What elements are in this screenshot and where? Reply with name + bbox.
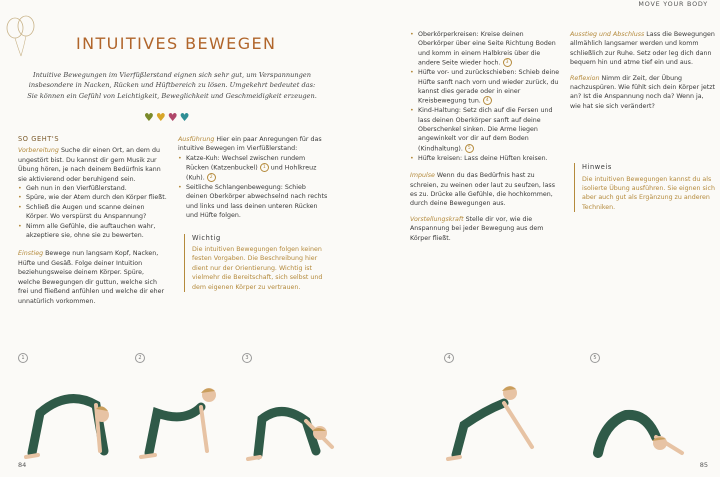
figure-number: 5 [590,353,600,363]
reflexion-label: Reflexion [570,74,600,82]
vorstellung-text: Stelle dir vor, wie die Anspannung bei jeder Bewegung aus dem Körper fließt. [410,215,544,242]
figure-3 [242,344,362,471]
column-left-2 [178,135,328,292]
einstieg-paragraph [18,249,168,305]
vorbereitung-label: Vorbereitung [18,147,59,155]
figure-ref: 2 [207,173,216,182]
figure-ref: 1 [260,163,269,172]
cat-pose-illustration [18,363,128,467]
page-number-left: 84 [18,461,27,469]
list-text: Kind-Haltung: Setz dich auf die Fersen und lass deinen Oberkörper sanft auf deine Oberschenkel sinken. Die Arme liegen angewinkelt vor dir auf dem Boden (Kindhaltung). [418,107,553,153]
figure-number: 1 [18,353,28,363]
heart-icon: ♥ [167,111,180,124]
list-item: • Geh nun in den Vierfüßlerstand. [18,184,168,193]
page-number-right: 85 [699,461,708,469]
einstieg-text: Bewege nun langsam Kopf, Nacken, Hüfte und Gesäß. Folge deiner Intuition beziehungsweise deinem Körper. Spüre, welche Bewegungen dir guttun, welche sich frei und fließend anfühlen und welche dir eher unnatürlich vorkommen. [18,250,165,305]
ausfuehrung-paragraph [178,135,328,154]
wichtig-heading: Wichtig [192,233,221,242]
list-item: • Seitliche Schlangenbewegung: Schieb deinen Oberkörper abwechselnd nach rechts und links und lass deinen unteren Rücken und Hüfte folgen. [178,183,328,221]
child-pose-illustration [590,363,700,467]
running-head: MOVE YOUR BODY [638,0,708,8]
list-item [410,68,560,106]
ausfuehrung-label: Ausführung [178,136,215,143]
column-left-1 [18,135,168,306]
hinweis-heading: Hinweis [582,163,612,172]
cow-pose-illustration [135,363,245,467]
figure-2 [135,344,245,471]
wichtig-text: Die intuitiven Bewegungen folgen keinen festen Vorgaben. Die Beschreibung hier dient nur der Orientierung. Wichtig ist vielmehr die Bereitschaft, sich selbst und dem eigenen Körper zu vertrauen. [192,246,323,291]
vorstellung-paragraph [410,215,560,243]
vorbereitung-paragraph [18,146,168,184]
figure-number: 4 [444,353,454,363]
impulse-label: Impulse [410,172,435,180]
list-item: • Schließ die Augen und scanne deinen Körper. Wo verspürst du Anspannung? [18,203,168,222]
column-right-1 [410,30,560,243]
figure-number: 2 [135,353,145,363]
vorstellung-label: Vorstellungskraft [410,215,464,223]
figure-5 [590,344,700,471]
ausstieg-label: Ausstieg und Abschluss [570,31,645,38]
balloon-logo-icon [4,14,38,58]
list-text: und Hohlkreuz (Kuh). [186,164,317,182]
list-text: Oberkörperkreisen: Kreise deinen Oberkörper über eine Seite Richtung Boden und komm in einem Halbkreis über die andere Seite wieder hoch. [418,31,556,67]
reflexion-paragraph [570,74,716,112]
impulse-text: Wenn du das Bedürfnis hast zu schreien, zu weinen oder laut zu seufzen, lass es zu. Drücke alle Gefühle, die hochkommen, durch deine Bewegungen aus. [410,172,555,208]
vorbereitung-text: Suche dir einen Ort, an dem du ungestört bist. Du kannst dir gern Musik zur Übung hören, je nach deinem Bedürfnis kann sie aktivierend oder beruhigend sein. [18,147,161,183]
heart-icon: ♥ [144,111,156,124]
heart-icon: ♥ [155,111,168,124]
figure-ref: 4 [483,96,492,105]
reflexion-text: Nimm dir Zeit, der Übung nachzuspüren. Wie fühlt sich dein Körper jetzt an? Ist die Anspannung noch da? Wenn ja, wie hat sie sich verändert? [570,74,716,110]
wichtig-box [184,234,328,292]
figure-ref: 3 [503,58,512,67]
figure-4 [444,344,554,471]
ausfuehrung-text: Hier ein paar Anregungen für das intuitive Bewegen im Vierfüßlerstand: [178,136,322,153]
list-item: • Hüfte kreisen: Lass deine Hüften kreisen. [410,154,560,163]
impulse-paragraph [410,171,560,209]
figure-ref: 5 [465,144,474,153]
sogehts-heading: SO GEHT'S [18,135,60,143]
ausstieg-paragraph [570,30,716,68]
page-title: INTUITIVES BEWEGEN [76,34,277,53]
list-text: Hüfte vor- und zurückschieben: Schieb deine Hüfte sanft nach vorn und wieder zurück, du kannst dies gerade oder in einer Kreisbewegung tun. [418,69,560,105]
heart-icons [144,111,192,124]
figure-1 [18,344,128,471]
einstieg-label: Einstieg [18,250,44,258]
list-item [410,30,560,68]
hip-shift-pose-illustration [444,363,554,467]
heart-icon: ♥ [179,111,192,124]
circle-pose-illustration [242,363,362,467]
list-item: • Nimm alle Gefühle, die auftauchen wahr, akzeptiere sie, ohne sie zu bewerten. [18,222,168,241]
ausstieg-text: Lass die Bewegungen allmählich langsamer werden und komm schließlich zur Ruhe. Setz oder leg dich dann bequem hin und atme tief ein und aus. [570,31,715,67]
ausfuehrung-list [178,154,328,221]
steps-list [18,184,168,240]
list-item [410,106,560,154]
list-item: • Spüre, wie der Atem durch den Körper fließt. [18,193,168,202]
figure-number: 3 [242,353,252,363]
intro-text: Intuitive Bewegungen im Vierfüßlerstand eignen sich sehr gut, um Verspannungen insbesondere in Nacken, Rücken und Hüftbereich zu lösen. Umgekehrt bedeutet das: Sie können ein Gefühl von Leichtigkeit, Beweglichkeit und Geschmeidigkeit erzeugen. [27,71,317,100]
hinweis-box [574,163,716,212]
list-item [178,154,328,183]
column-right-2 [570,30,716,212]
movement-list [410,30,560,163]
list-text: Katze-Kuh: Wechsel zwischen rundem Rücken (Katzenbuckel) [186,154,306,172]
hinweis-text: Die intuitiven Bewegungen kannst du als isolierte Übung ausführen. Sie eignen sich aber auch gut als Ergänzung zu anderen Techniken. [582,175,716,211]
